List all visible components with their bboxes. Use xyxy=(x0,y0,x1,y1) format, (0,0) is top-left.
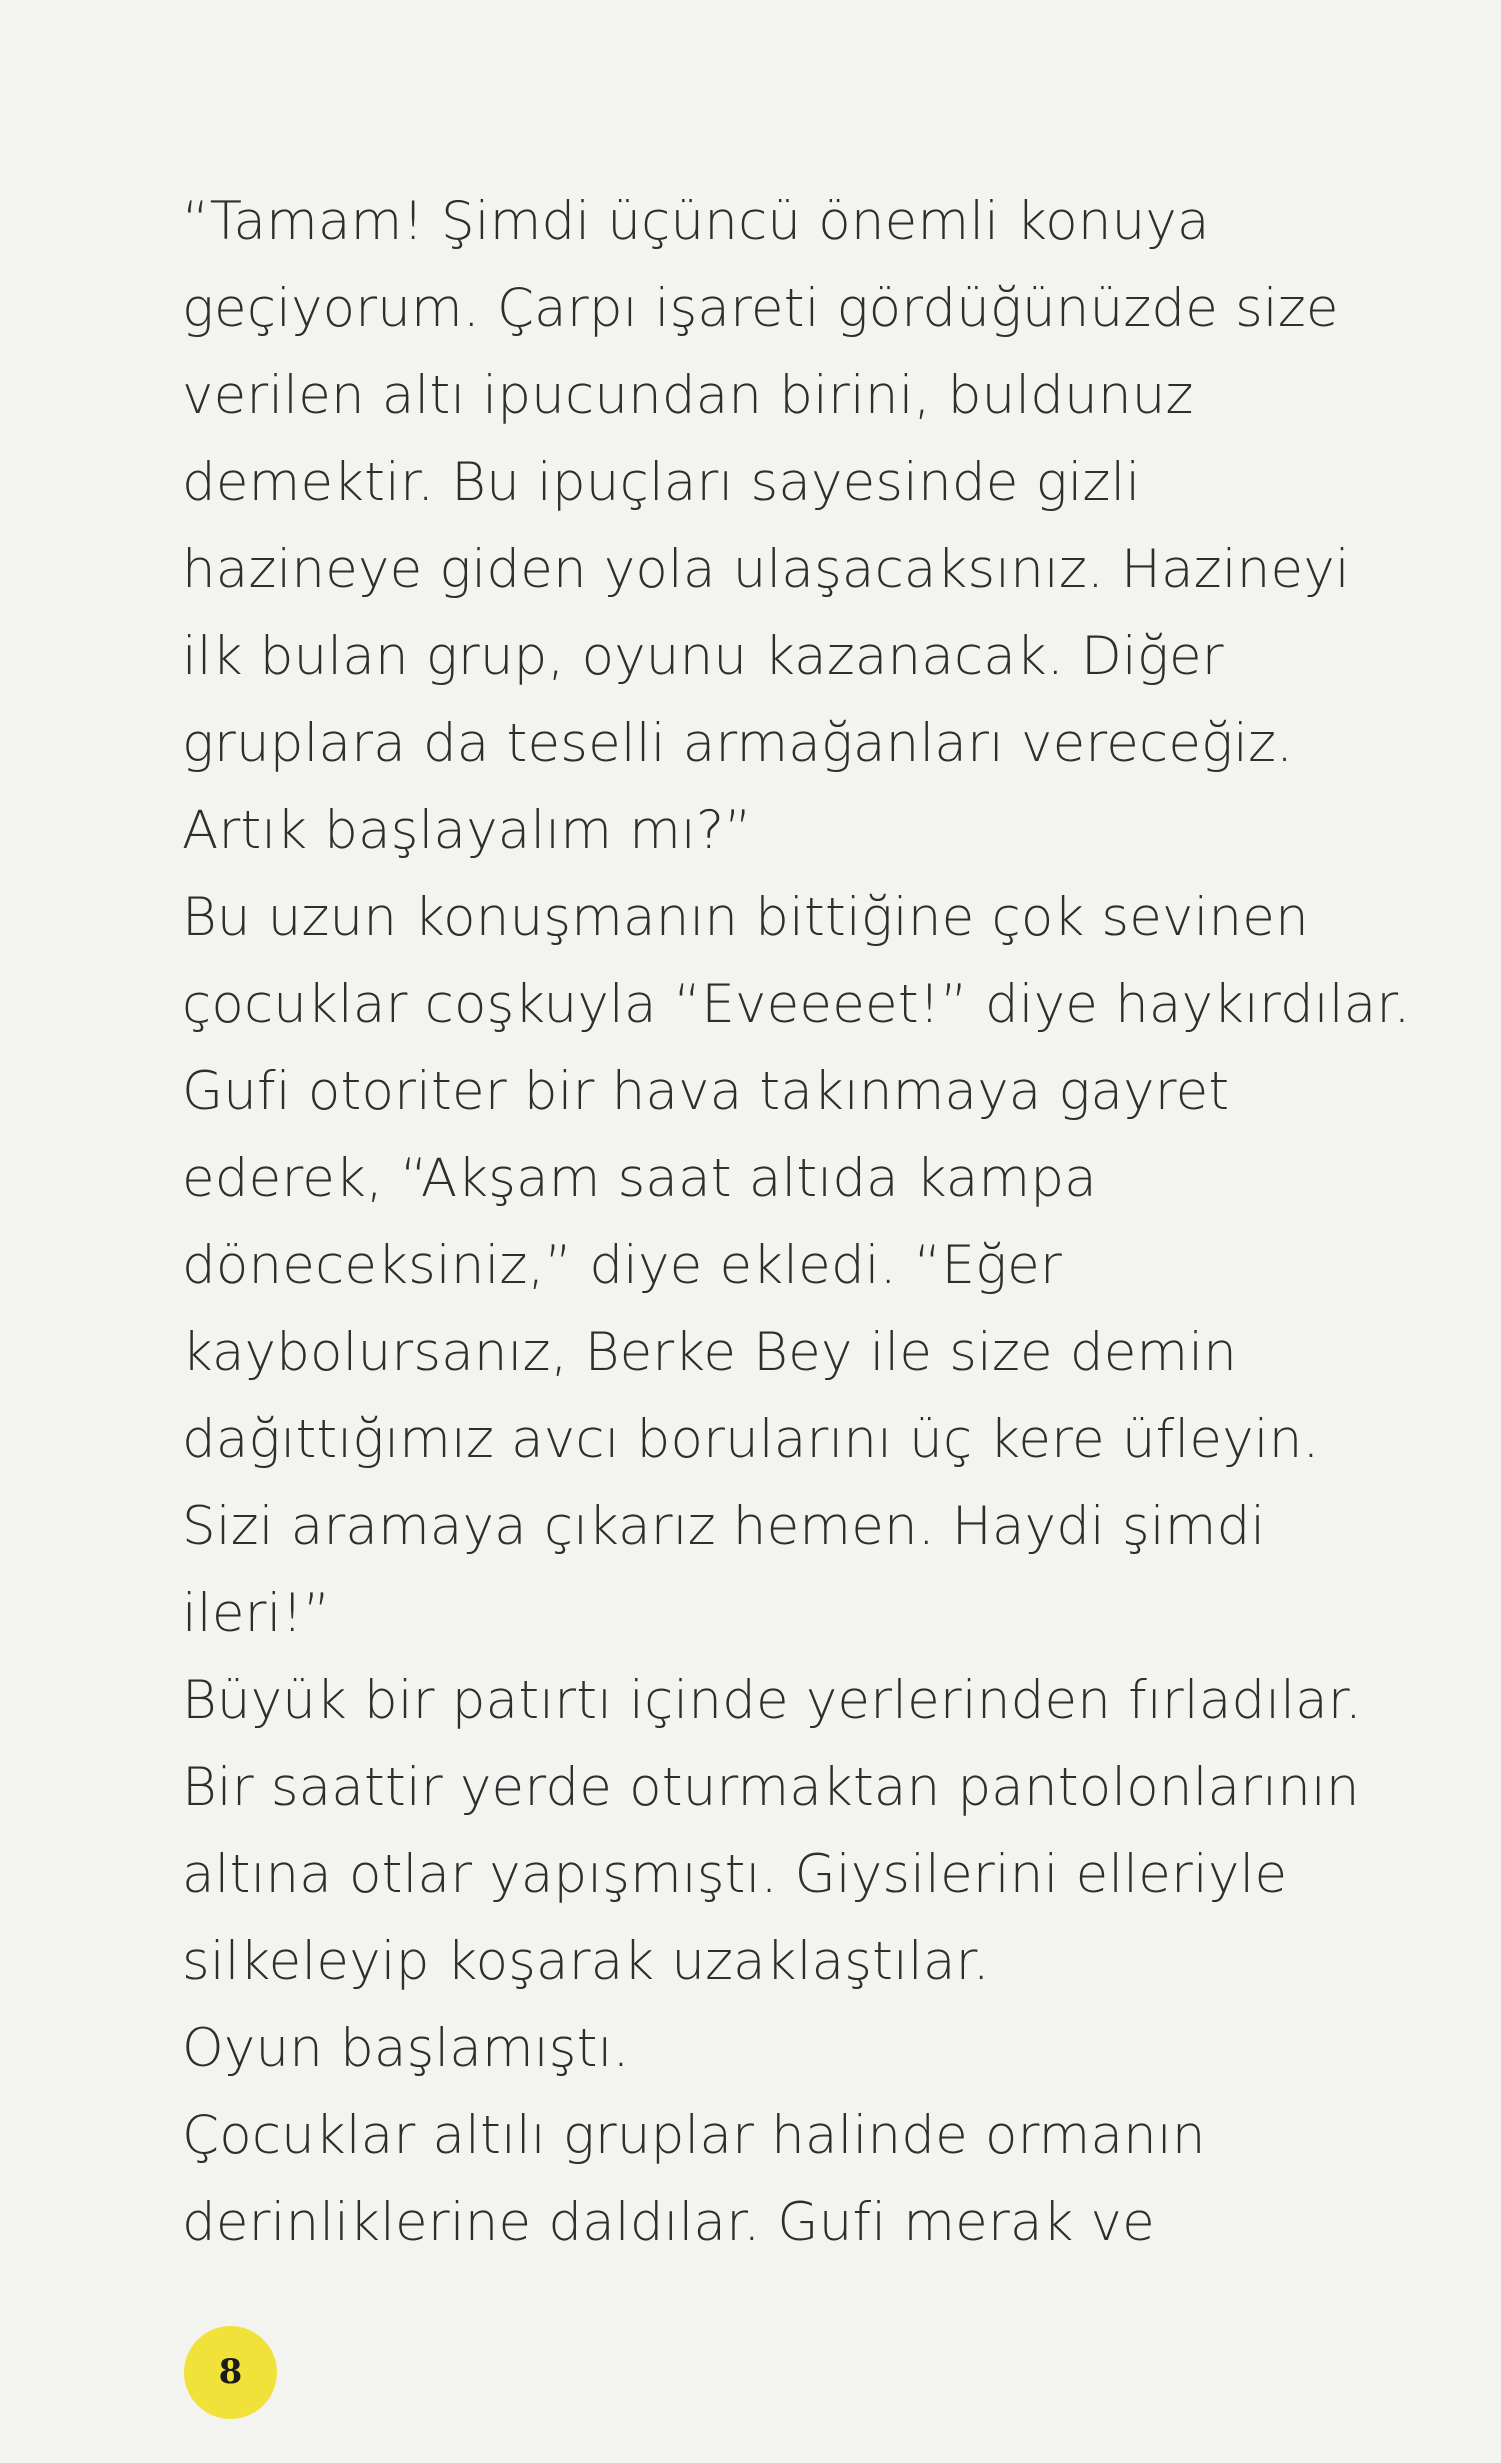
text-line: ederek, “Akşam saat altıda kampa xyxy=(182,1148,1097,1209)
text-line: gruplara da teselli armağanları vereceğiz. xyxy=(182,713,1294,774)
text-line: ilk bulan grup, oyunu kazanacak. Diğer xyxy=(182,626,1224,687)
text-line: silkeleyip koşarak uzaklaştılar. xyxy=(182,1931,990,1992)
text-line: verilen altı ipucundan birini, buldunuz xyxy=(182,365,1194,426)
text-line: demektir. Bu ipuçları sayesinde gizli xyxy=(182,452,1141,513)
text-line: Çocuklar altılı gruplar halinde ormanın xyxy=(182,2105,1206,2166)
text-line: geçiyorum. Çarpı işareti gördüğünüzde size xyxy=(182,278,1339,339)
body-text xyxy=(182,178,1442,2266)
text-line: Büyük bir patırtı içinde yerlerinden fırladılar. xyxy=(182,1670,1363,1731)
text-line: çocuklar coşkuyla “Eveeeet!” diye haykırdılar. xyxy=(182,974,1411,1035)
text-line: Bu uzun konuşmanın bittiğine çok sevinen xyxy=(182,887,1309,948)
text-line: hazineye giden yola ulaşacaksınız. Hazineyi xyxy=(182,539,1350,600)
text-line: Sizi aramaya çıkarız hemen. Haydi şimdi xyxy=(182,1496,1266,1557)
text-line: döneceksiniz,” diye ekledi. “Eğer xyxy=(182,1235,1062,1296)
text-line: ileri!” xyxy=(182,1583,331,1644)
text-line: kaybolursanız, Berke Bey ile size demin xyxy=(182,1322,1238,1383)
text-line: altına otlar yapışmıştı. Giysilerini elleriyle xyxy=(182,1844,1288,1905)
text-line: “Tamam! Şimdi üçüncü önemli konuya xyxy=(182,191,1210,252)
text-line: derinliklerine daldılar. Gufi merak ve xyxy=(182,2192,1155,2253)
text-line: Artık başlayalım mı?” xyxy=(182,800,752,861)
text-line: Gufi otoriter bir hava takınmaya gayret xyxy=(182,1061,1230,1122)
page-number: 8 xyxy=(218,2352,243,2392)
text-line: Bir saattir yerde oturmaktan pantolonlarının xyxy=(182,1757,1360,1818)
text-line: Oyun başlamıştı. xyxy=(182,2018,630,2079)
page-number-badge xyxy=(184,2326,277,2419)
text-line: dağıttığımız avcı borularını üç kere üfleyin. xyxy=(182,1409,1320,1470)
